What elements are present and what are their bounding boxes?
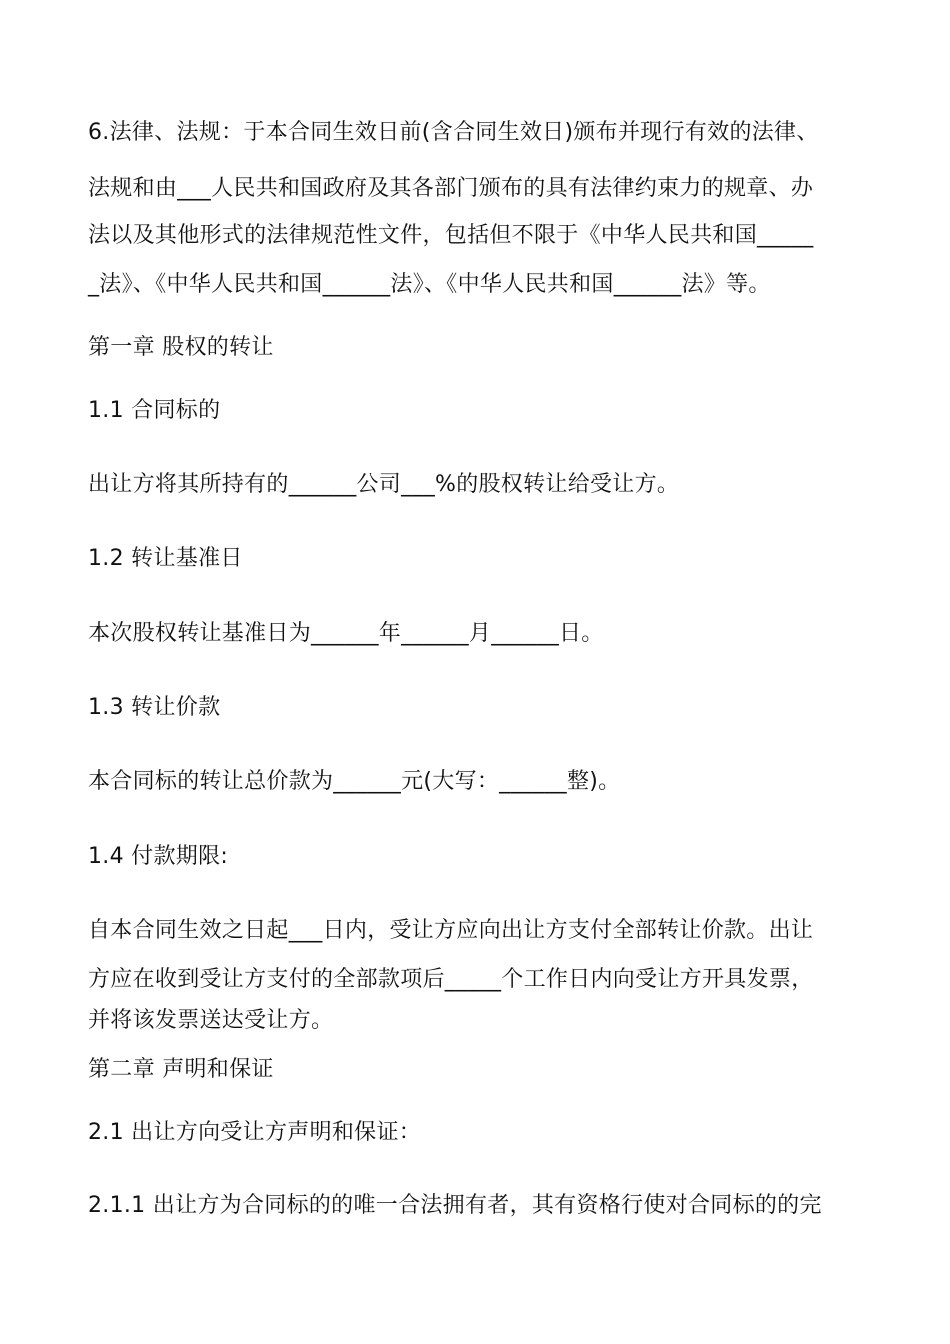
section-1-4-text-line-1: 自本合同生效之日起___日内，受让方应向出让方支付全部转让价款。出让 (88, 918, 814, 943)
section-1-1-heading: 1.1 合同标的 (88, 398, 221, 423)
section-1-4-heading: 1.4 付款期限: (88, 844, 229, 869)
chapter-2-heading: 第二章 声明和保证 (88, 1057, 274, 1082)
section-1-4-text-line-2: 方应在收到受让方支付的全部款项后_____个工作日内向受让方开具发票， (88, 967, 814, 992)
clause-6-line-2: 法规和由___人民共和国政府及其各部门颁布的具有法律约束力的规章、办 (88, 176, 814, 201)
section-1-1-text: 出让方将其所持有的______公司___%的股权转让给受让方。 (88, 472, 680, 497)
section-1-3-text: 本合同标的转让总价款为______元(大写：______整)。 (88, 769, 621, 794)
section-2-1-1-text: 2.1.1 出让方为合同标的的唯一合法拥有者，其有资格行使对合同标的的完 (88, 1193, 822, 1218)
clause-6-line-1: 6.法律、法规：于本合同生效日前(含合同生效日)颁布并现行有效的法律、 (88, 120, 819, 145)
section-1-3-heading: 1.3 转让价款 (88, 695, 221, 720)
section-1-4-text-line-3: 并将该发票送达受让方。 (88, 1008, 334, 1033)
chapter-1-heading: 第一章 股权的转让 (88, 335, 274, 360)
clause-6-line-3: 法以及其他形式的法律规范性文件，包括但不限于《中华人民共和国_____ (88, 223, 814, 248)
clause-6-line-4: _法》、《中华人民共和国______法》、《中华人民共和国______法》等。 (88, 272, 771, 297)
section-1-2-text: 本次股权转让基准日为______年______月______日。 (88, 621, 604, 646)
section-1-2-heading: 1.2 转让基准日 (88, 546, 243, 571)
section-2-1-heading: 2.1 出让方向受让方声明和保证： (88, 1120, 422, 1145)
